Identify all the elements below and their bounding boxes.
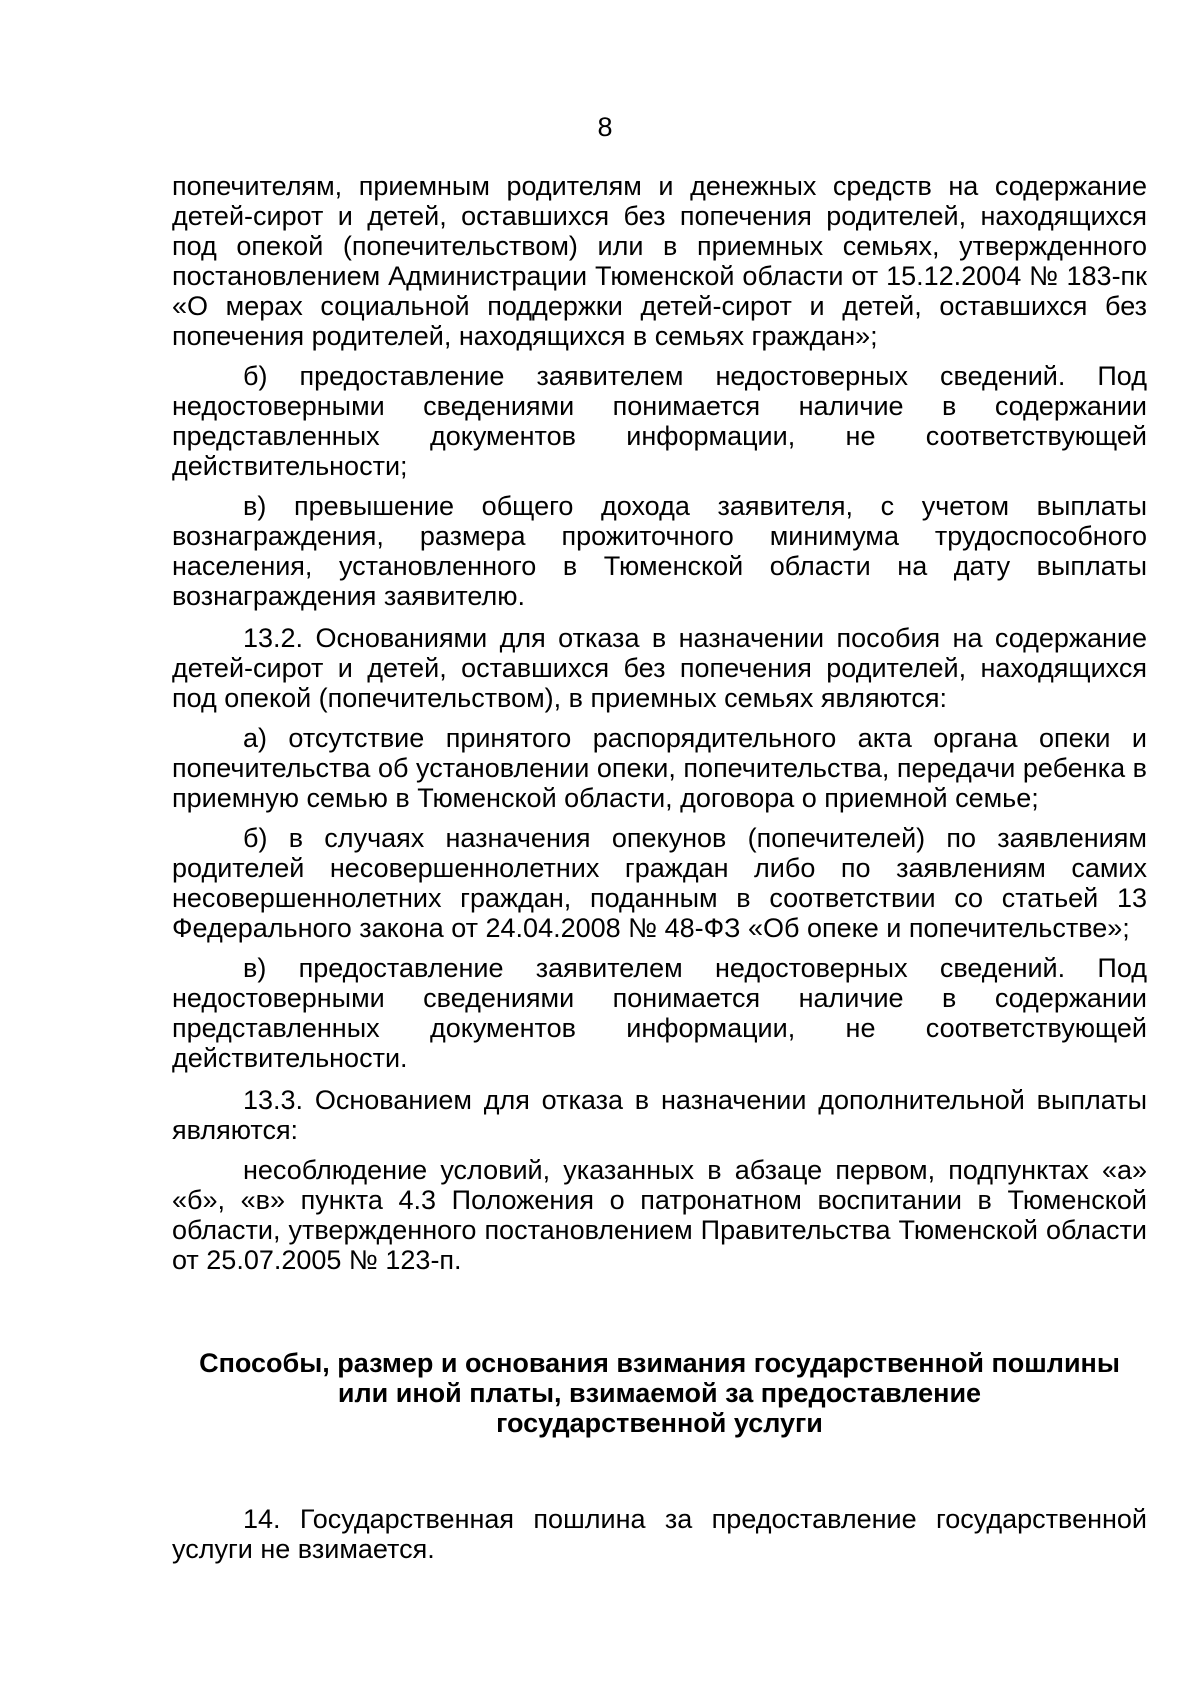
section-heading-line-1: Способы, размер и основания взимания государственной пошлины bbox=[199, 1348, 1120, 1378]
page-number: 8 bbox=[597, 112, 613, 142]
paragraph-13-1-v: в) превышение общего дохода заявителя, с учетом выплаты вознаграждения, размера прожиточного минимума трудоспособного населения, установленного в Тюменской области на дату выплаты вознаграждения заявителю. bbox=[172, 491, 1147, 611]
paragraph-13-2-v: в) предоставление заявителем недостоверных сведений. Под недостоверными сведениями понимается наличие в содержании представленных документов информации, не соответствующей действительности. bbox=[172, 953, 1147, 1073]
paragraph-14: 14. Государственная пошлина за предоставление государственной услуги не взимается. bbox=[172, 1504, 1147, 1564]
paragraph-continuation: попечителям, приемным родителям и денежных средств на содержание детей-сирот и детей, оставшихся без попечения родителей, находящихся под опекой (попечительством) или в приемных семьях, утвержденного постановлением Администрации Тюменской области от 15.12.2004 № 183-пк «О мерах социальной поддержки детей-сирот и детей, оставшихся без попечения родителей, находящихся в семьях граждан»; bbox=[172, 171, 1147, 351]
paragraph-13-1-b: б) предоставление заявителем недостоверных сведений. Под недостоверными сведениями понимается наличие в содержании представленных документов информации, не соответствующей действительности; bbox=[172, 361, 1147, 481]
section-heading-line-3: государственной услуги bbox=[496, 1408, 823, 1438]
section-heading-line-2: или иной платы, взимаемой за предоставление bbox=[337, 1378, 982, 1408]
section-heading bbox=[172, 1348, 1147, 1438]
paragraph-13-3-text: несоблюдение условий, указанных в абзаце первом, подпунктах «а» «б», «в» пункта 4.3 Положения о патронатном воспитании в Тюменской области, утвержденного постановлением Правительства Тюменской области от 25.07.2005 № 123-п. bbox=[172, 1155, 1147, 1275]
paragraph-13-3: 13.3. Основанием для отказа в назначении дополнительной выплаты являются: bbox=[172, 1085, 1147, 1145]
paragraph-13-2-b: б) в случаях назначения опекунов (попечителей) по заявлениям родителей несовершеннолетних граждан либо по заявлениям самих несовершеннолетних граждан, поданным в соответствии со статьей 13 Федерального закона от 24.04.2008 № 48-ФЗ «Об опеке и попечительстве»; bbox=[172, 823, 1147, 943]
final-section bbox=[172, 1504, 1147, 1564]
paragraph-13-2: 13.2. Основаниями для отказа в назначении пособия на содержание детей-сирот и детей, оставшихся без попечения родителей, находящихся под опекой (попечительством), в приемных семьях являются: bbox=[172, 623, 1147, 713]
paragraph-13-2-a: а) отсутствие принятого распорядительного акта органа опеки и попечительства об установлении опеки, попечительства, передачи ребенка в приемную семью в Тюменской области, договора о приемной семье; bbox=[172, 723, 1147, 813]
body-text bbox=[172, 171, 1147, 1275]
